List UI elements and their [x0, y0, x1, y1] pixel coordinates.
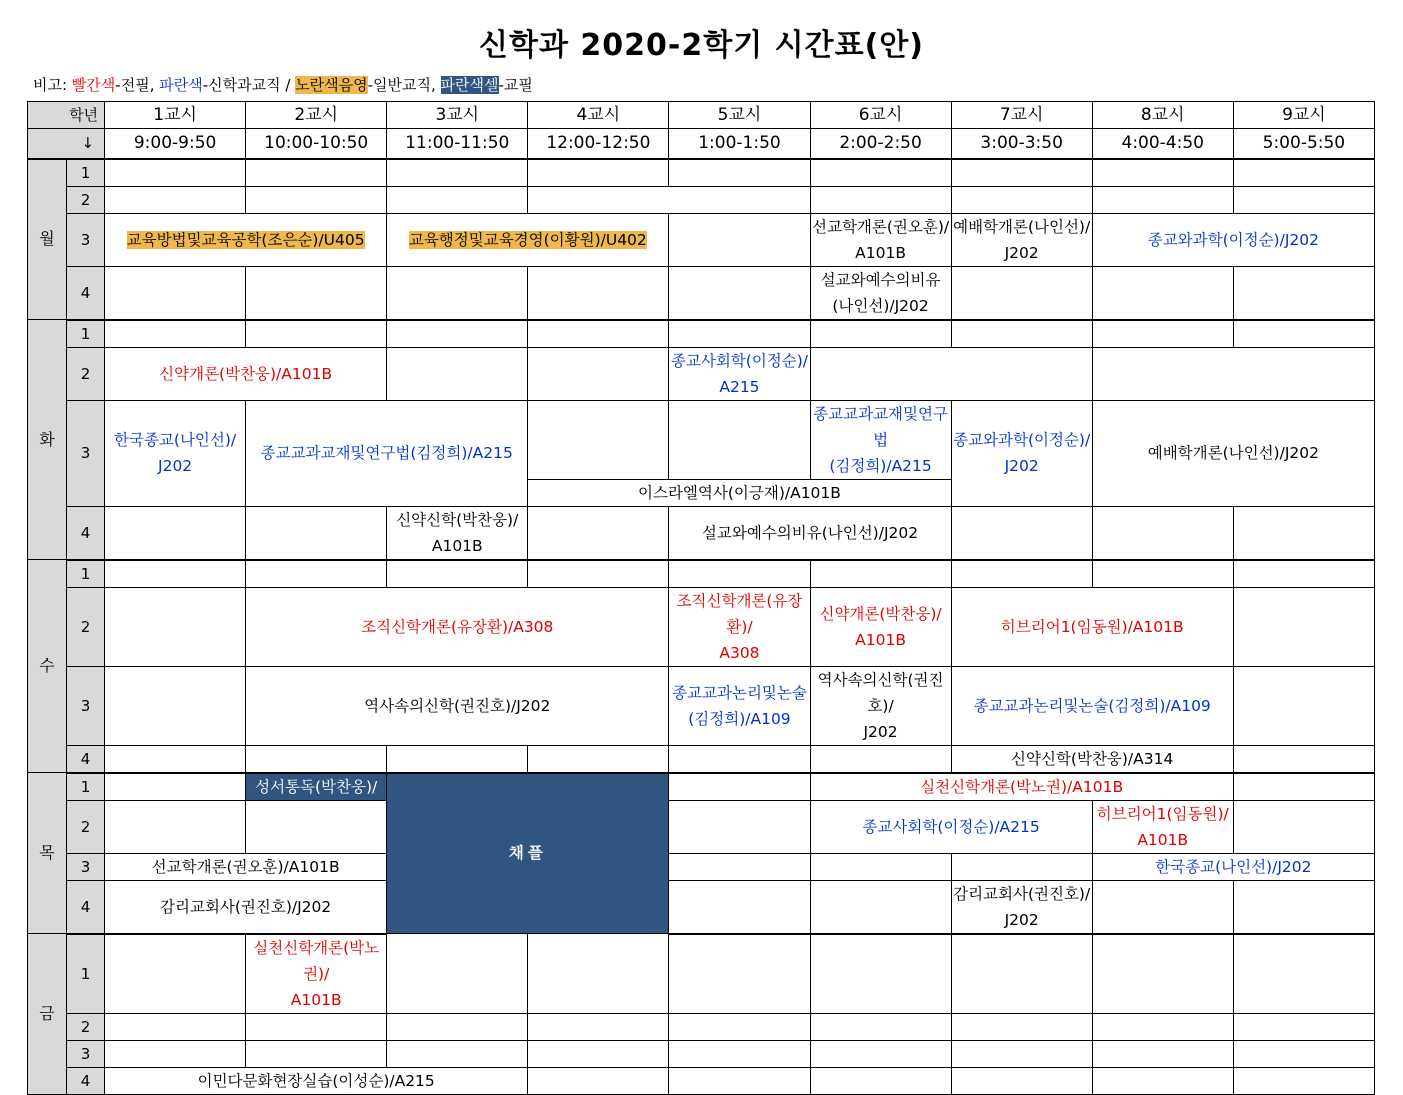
- legend-yellow: 노란색음영: [295, 76, 368, 94]
- thu-grade-3: [28, 853, 1375, 880]
- grade-cell: 4: [67, 506, 105, 560]
- legend-blue-desc: -신학과교직 /: [202, 76, 296, 94]
- legend-blue: 파란색: [159, 76, 203, 94]
- chapel-block: 채플: [387, 773, 669, 934]
- course-cell: 종교교과교재및연구법(김정희)/A215: [246, 400, 528, 506]
- period-header: 7교시: [951, 102, 1092, 129]
- legend-red-desc: -전필,: [115, 76, 160, 94]
- grade-cell: 1: [67, 159, 105, 187]
- course-cell: 실천신학개론(박노권)/ A101B: [246, 934, 387, 1014]
- fri-grade-4: [28, 1067, 1375, 1094]
- course-cell: 이민다문화현장실습(이성순)/A215: [105, 1067, 528, 1094]
- period-header: 5교시: [669, 102, 810, 129]
- mon-grade-2: [28, 186, 1375, 213]
- time-header: 10:00-10:50: [246, 129, 387, 159]
- wed-grade-2: [28, 587, 1375, 666]
- legend-yellow-desc: -일반교직,: [367, 76, 441, 94]
- legend-navy: 파란색셀: [440, 76, 499, 94]
- course-cell: 교육방법및교육공학(조은순)/U405: [105, 213, 387, 266]
- course-cell: 설교와예수의비유(나인선)/J202: [669, 506, 951, 560]
- time-header: 9:00-9:50: [105, 129, 246, 159]
- course-cell: 히브리어1(임동원)/ A101B: [1092, 800, 1233, 853]
- wed-grade-1: [28, 560, 1375, 588]
- grade-label: 학년: [28, 102, 105, 129]
- grade-cell: 1: [67, 320, 105, 348]
- course-cell: 히브리어1(임동원)/A101B: [951, 587, 1233, 666]
- period-header: 9교시: [1233, 102, 1374, 129]
- day-thu: 목: [28, 773, 67, 934]
- course-cell: 역사속의신학(권진호)/ J202: [810, 666, 951, 745]
- grade-cell: 3: [67, 853, 105, 880]
- wed-grade-3: [28, 666, 1375, 745]
- fri-grade-3: [28, 1040, 1375, 1067]
- course-cell: 신약신학(박찬웅)/ A101B: [387, 506, 528, 560]
- page-title: 신학과 2020-2학기 시간표(안): [479, 28, 924, 63]
- timetable: [27, 101, 1375, 1095]
- period-header: 1교시: [105, 102, 246, 129]
- grade-cell: 2: [67, 1013, 105, 1040]
- course-cell: 신약개론(박찬웅)/A101B: [105, 347, 387, 400]
- course-cell: 종교사회학(이정순)/A215: [810, 800, 1092, 853]
- legend-prefix: 비고:: [33, 76, 72, 94]
- course-cell: 성서통독(박찬웅)/: [246, 773, 387, 801]
- time-header: 1:00-1:50: [669, 129, 810, 159]
- day-mon: 월: [28, 159, 67, 320]
- course-cell: 종교와과학(이정순)/J202: [1092, 213, 1374, 266]
- time-header: 11:00-11:50: [387, 129, 528, 159]
- course-cell: 한국종교(나인선)/ J202: [105, 400, 246, 506]
- grade-cell: 4: [67, 880, 105, 934]
- thu-grade-2: [28, 800, 1375, 853]
- period-header: 4교시: [528, 102, 669, 129]
- course-cell: 예배학개론(나인선)/ J202: [951, 213, 1092, 266]
- tue-grade-2: [28, 347, 1375, 400]
- legend-red: 빨간색: [71, 76, 116, 94]
- mon-grade-4: [28, 266, 1375, 320]
- wed-grade-4: [28, 745, 1375, 773]
- day-fri: 금: [28, 934, 67, 1095]
- period-header: 8교시: [1092, 102, 1233, 129]
- grade-cell: 3: [67, 400, 105, 506]
- fri-grade-1: [28, 934, 1375, 1014]
- grade-cell: 2: [67, 347, 105, 400]
- mon-grade-3: [28, 213, 1375, 266]
- course-cell: 이스라엘역사(이긍재)/A101B: [528, 479, 951, 506]
- course-cell: 감리교회사(권진호)/J202: [105, 880, 387, 934]
- grade-cell: 3: [67, 1040, 105, 1067]
- legend: [33, 74, 533, 95]
- time-header: 2:00-2:50: [810, 129, 951, 159]
- day-wed: 수: [28, 560, 67, 773]
- course-cell: 조직신학개론(유장환)/ A308: [669, 587, 810, 666]
- time-header: 4:00-4:50: [1092, 129, 1233, 159]
- course-cell: 예배학개론(나인선)/J202: [1092, 400, 1374, 506]
- grade-cell: 1: [67, 934, 105, 1014]
- header-row-periods: [28, 102, 1375, 129]
- course-cell: 종교교과논리및논술(김정희)/A109: [951, 666, 1233, 745]
- course-cell: 설교와예수의비유 (나인선)/J202: [810, 266, 951, 320]
- time-header: 3:00-3:50: [951, 129, 1092, 159]
- grade-cell: 4: [67, 745, 105, 773]
- course-cell: 교육행정및교육경영(이황원)/U402: [387, 213, 669, 266]
- course-cell: 조직신학개론(유장환)/A308: [246, 587, 669, 666]
- time-header: 12:00-12:50: [528, 129, 669, 159]
- header-row-times: [28, 129, 1375, 159]
- grade-cell: 2: [67, 587, 105, 666]
- thu-grade-4: [28, 880, 1375, 934]
- course-cell: 실천신학개론(박노권)/A101B: [810, 773, 1233, 801]
- legend-navy-desc: -교필: [498, 76, 533, 94]
- tue-grade-3: [28, 400, 1375, 479]
- course-cell: 선교학개론(권오훈)/ A101B: [810, 213, 951, 266]
- fri-grade-2: [28, 1013, 1375, 1040]
- tue-grade-1: [28, 320, 1375, 348]
- course-cell: 종교사회학(이정순)/ A215: [669, 347, 810, 400]
- tue-grade-4: [28, 506, 1375, 560]
- period-header: 3교시: [387, 102, 528, 129]
- course-cell: 한국종교(나인선)/J202: [1092, 853, 1374, 880]
- grade-cell: 4: [67, 1067, 105, 1094]
- period-header: 6교시: [810, 102, 951, 129]
- day-tue: 화: [28, 320, 67, 560]
- course-cell: 신약신학(박찬웅)/A314: [951, 745, 1233, 773]
- grade-cell: 1: [67, 560, 105, 588]
- course-cell: 종교교과논리및논술 (김정희)/A109: [669, 666, 810, 745]
- grade-cell: 2: [67, 800, 105, 853]
- thu-grade-1: [28, 773, 1375, 801]
- course-cell: 역사속의신학(권진호)/J202: [246, 666, 669, 745]
- period-header: 2교시: [246, 102, 387, 129]
- course-cell: 종교교과교재및연구법 (김정희)/A215: [810, 400, 951, 479]
- course-cell: 종교와과학(이정순)/ J202: [951, 400, 1092, 506]
- grade-cell: 3: [67, 666, 105, 745]
- grade-cell: 4: [67, 266, 105, 320]
- course-cell: 신약개론(박찬웅)/ A101B: [810, 587, 951, 666]
- grade-cell: 1: [67, 773, 105, 801]
- course-cell: 감리교회사(권진호)/ J202: [951, 880, 1092, 934]
- mon-grade-1: [28, 159, 1375, 187]
- down-arrow: ↓: [28, 129, 105, 159]
- time-header: 5:00-5:50: [1233, 129, 1374, 159]
- course-cell: 선교학개론(권오훈)/A101B: [105, 853, 387, 880]
- grade-cell: 3: [67, 213, 105, 266]
- grade-cell: 2: [67, 186, 105, 213]
